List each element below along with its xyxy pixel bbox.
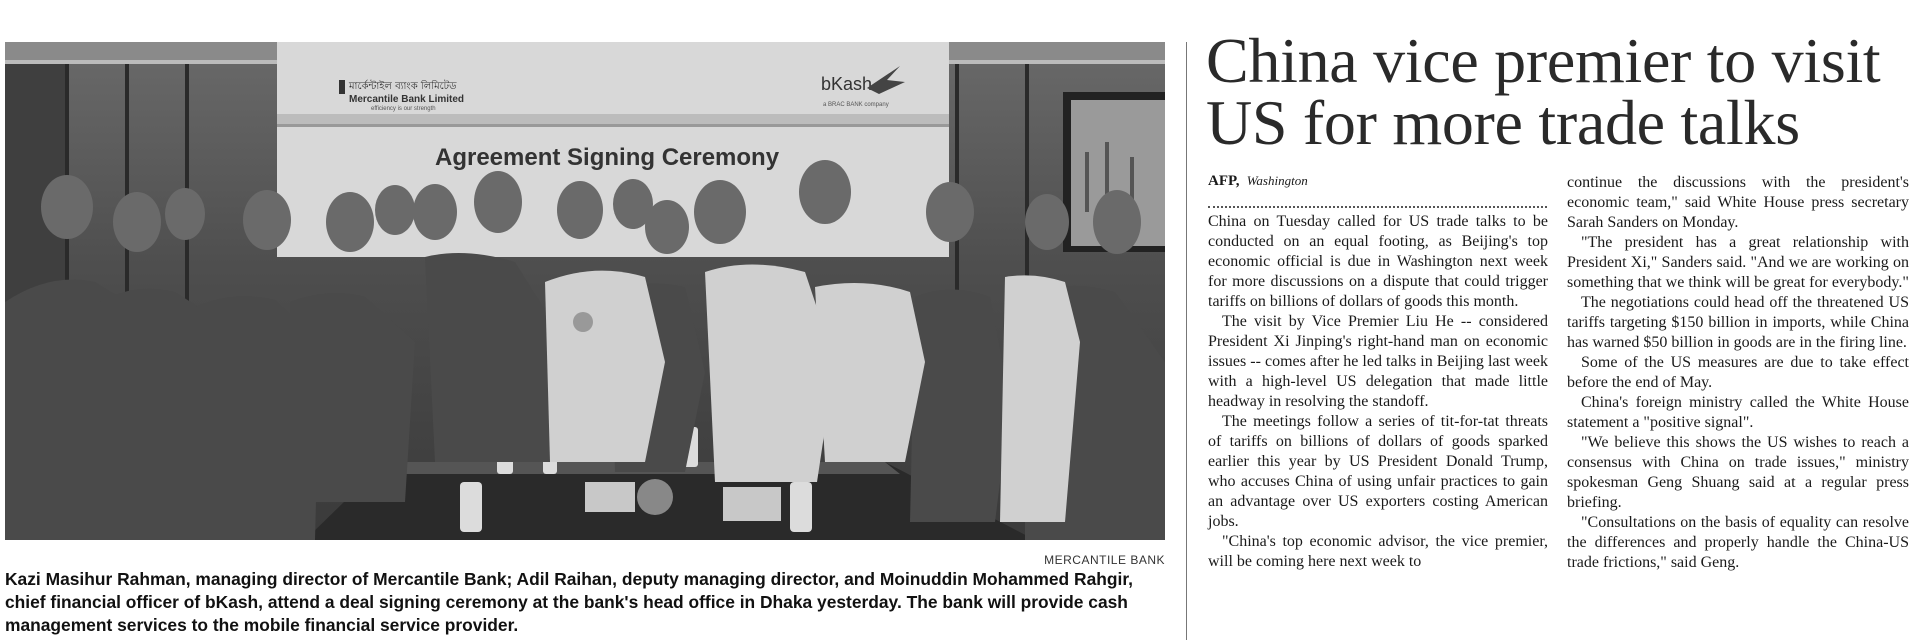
article-paragraph: "China's top economic advisor, the vice premier, will be coming here next week to xyxy=(1208,533,1548,570)
banner-logo-english: Mercantile Bank Limited xyxy=(349,94,465,105)
banner-title: Agreement Signing Ceremony xyxy=(435,144,780,171)
article-paragraph: The visit by Vice Premier Liu He -- considered President Xi Jinping's right-hand man on economic issues -- comes after he led talks in Beijing last week with a high-level US delegation that made little headway in resolving the standoff. xyxy=(1208,313,1548,410)
news-photo xyxy=(5,42,1165,540)
article-headline: China vice premier to visit US for more trade talks xyxy=(1206,25,1881,158)
article-column-1 xyxy=(1208,212,1548,572)
byline-divider xyxy=(1208,206,1547,208)
byline-agency: AFP, xyxy=(1208,173,1240,189)
photo-credit: MERCANTILE BANK xyxy=(1044,553,1165,567)
banner-partner-sub: a BRAC BANK company xyxy=(823,102,889,108)
article-paragraph: Some of the US measures are due to take effect before the end of May. xyxy=(1567,354,1909,391)
banner-logo-bengali: মার্কেন্টাইল ব্যাংক লিমিটেড xyxy=(349,81,457,92)
article-paragraph: China on Tuesday called for US trade talks to be conducted on an equal footing, as Beijing's top economic official is due in Washington next week for more discussions on a dispute that could trigger tariffs on billions of dollars of goods this month. xyxy=(1208,213,1548,310)
article-paragraph: The negotiations could head off the threatened US tariffs targeting $150 billion in imports, while China has warned $50 billion in goods are in the firing line. xyxy=(1567,294,1909,351)
column-divider xyxy=(1186,42,1187,640)
byline xyxy=(1208,173,1548,190)
article-paragraph: "Consultations on the basis of equality can resolve the differences and properly handle the China-US trade frictions," said Geng. xyxy=(1567,514,1909,571)
byline-dateline: Washington xyxy=(1246,173,1308,188)
photo-caption: Kazi Masihur Rahman, managing director of Mercantile Bank; Adil Raihan, deputy managing director, and Moinuddin Mohammed Rahgir, chief financial officer of bKash, attend a deal signing ceremony at the bank's head office in Dhaka yesterday. The bank will provide cash management services to the mobile financial service provider. xyxy=(5,569,1133,635)
article-paragraph: continue the discussions with the president's economic team," said White House press secretary Sarah Sanders on Monday. xyxy=(1567,174,1909,231)
article-paragraph: The meetings follow a series of tit-for-tat threats of tariffs on billions of dollars of goods sparked earlier this year by US President Donald Trump, who accuses China of using unfair practices to gain an advantage over US exporters costing American jobs. xyxy=(1208,413,1548,530)
article-paragraph: "The president has a great relationship with President Xi," Sanders said. "And we are working on something that we think will be great for everybody." xyxy=(1567,234,1909,291)
banner-partner: bKash xyxy=(821,74,873,94)
article-column-2 xyxy=(1567,173,1909,573)
article-paragraph: "We believe this shows the US wishes to reach a consensus with China on trade issues," ministry spokesman Geng Shuang said at a regular press briefing. xyxy=(1567,434,1909,511)
banner-logo-tagline: efficiency is our strength xyxy=(371,106,436,112)
article-paragraph: China's foreign ministry called the White House statement a "positive signal". xyxy=(1567,394,1909,431)
